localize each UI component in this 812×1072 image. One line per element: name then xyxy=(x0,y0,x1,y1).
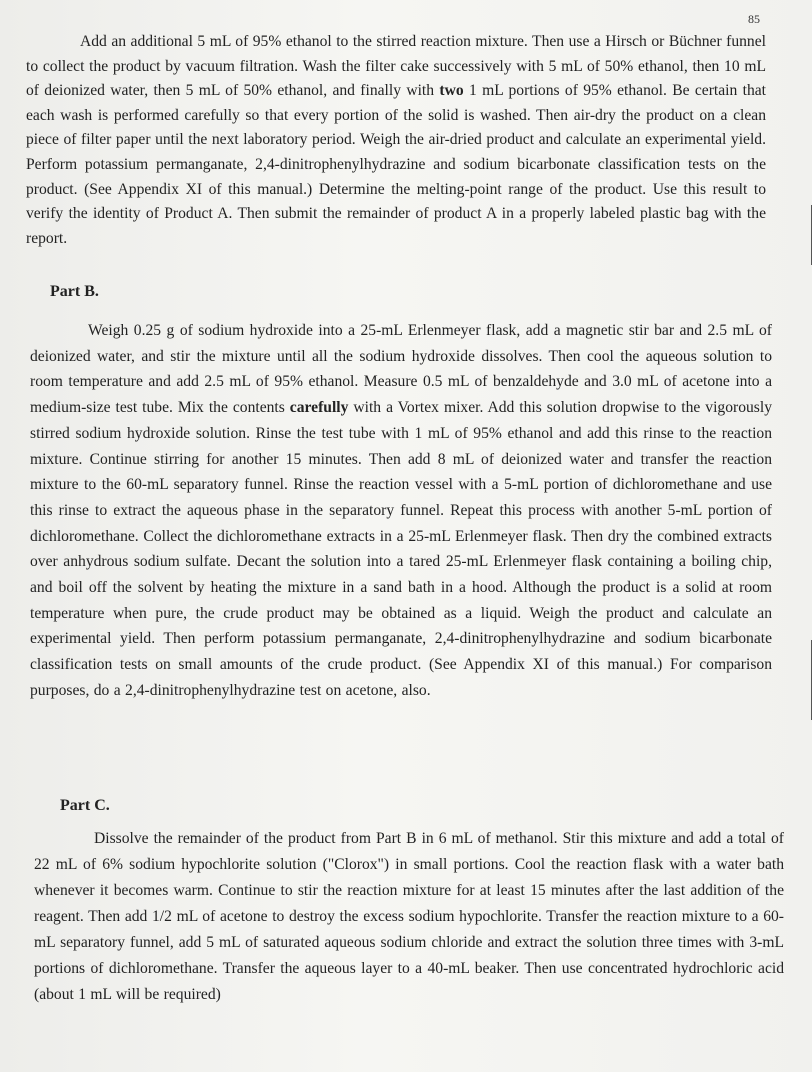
part-c-heading: Part C. xyxy=(60,797,110,814)
part-b-bold-word: carefully xyxy=(289,399,349,417)
part-a-text-2: 1 mL portions of 95% ethanol. Be certain that each wash is performed carefully so that every portion of the solid is washed. Then air-dry the product on a clean piece of filter paper until the next laboratory period. Weigh the air-dried product and calculate an experimental yield. Perform potassium permanganate, 2,4-dinitrophenylhydrazine and sodium bicarbonate classification tests on the product. (See Appendix XI of this manual.) Determine the melting-point range of the product. Use this result to verify the identity of Product A. Then submit the remainder of product A in a properly labeled plastic bag with the report. xyxy=(26,82,766,247)
part-b-paragraph xyxy=(30,318,772,704)
part-b-heading: Part B. xyxy=(50,283,99,300)
part-b-text-1: Weigh 0.25 g of sodium hydroxide into a 25-mL Erlenmeyer flask, add a magnetic stir bar and 2.5 mL of deionized water, and stir the mixture until all the sodium hydroxide dissolves. Then cool the aqueous solution to room temperature and add 2.5 mL of 95% ethanol. Measure 0.5 mL of benzaldehyde and 3.0 mL of acetone into a medium-size test tube. Mix the contents xyxy=(30,322,772,417)
part-a-text-1: Add an additional 5 mL of 95% ethanol to the stirred reaction mixture. Then use a Hirsch or Büchner funnel to collect the product by vacuum filtration. Wash the filter cake successively with 5 mL of 50% ethanol, then 10 mL of deionized water, then 5 mL of 50% ethanol, and finally with xyxy=(26,33,766,100)
part-c-paragraph: Dissolve the remainder of the product from Part B in 6 mL of methanol. Stir this mixture and add a total of 22 mL of 6% sodium hypochlorite solution ("Clorox") in small portions. Cool the reaction flask with a water bath whenever it becomes warm. Continue to stir the reaction mixture for at least 15 minutes after the last addition of the reagent. Then add 1/2 mL of acetone to destroy the excess sodium hypochlorite. Transfer the reaction mixture to a 60-mL separatory funnel, add 5 mL of saturated aqueous sodium chloride and extract the solution three times with 3-mL portions of dichloromethane. Transfer the aqueous layer to a 40-mL beaker. Then use concentrated hydrochloric acid (about 1 mL will be required) xyxy=(34,830,784,1003)
part-b-text-2: with a Vortex mixer. Add this solution dropwise to the vigorously stirred sodium hydroxide solution. Rinse the test tube with 1 mL of 95% ethanol and add this rinse to the reaction mixture. Continue stirring for another 15 minutes. Then add 8 mL of deionized water and transfer the reaction mixture to the 60-mL separatory funnel. Rinse the reaction vessel with a 5-mL portion of dichloromethane and use this rinse to extract the aqueous phase in the separatory funnel. Repeat this process with another 5-mL portion of dichloromethane. Collect the dichloromethane extracts in a 25-mL Erlenmeyer flask. Then dry the combined extracts over anhydrous sodium sulfate. Decant the solution into a tared 25-mL Erlenmeyer flask containing a boiling chip, and boil off the solvent by heating the mixture in a sand bath in a hood. Although the product is a solid at room temperature when pure, the crude product may be obtained as a liquid. Weigh the product and calculate an experimental yield. Then perform potassium permanganate, 2,4-dinitrophenylhydrazine and sodium bicarbonate classification tests on small amounts of the crude product. (See Appendix XI of this manual.) For comparison purposes, do a 2,4-dinitrophenylhydrazine test on acetone, also. xyxy=(30,399,772,699)
part-a-paragraph xyxy=(26,30,766,251)
page-number: 85 xyxy=(748,12,760,26)
part-a-bold-word: two xyxy=(439,82,464,100)
